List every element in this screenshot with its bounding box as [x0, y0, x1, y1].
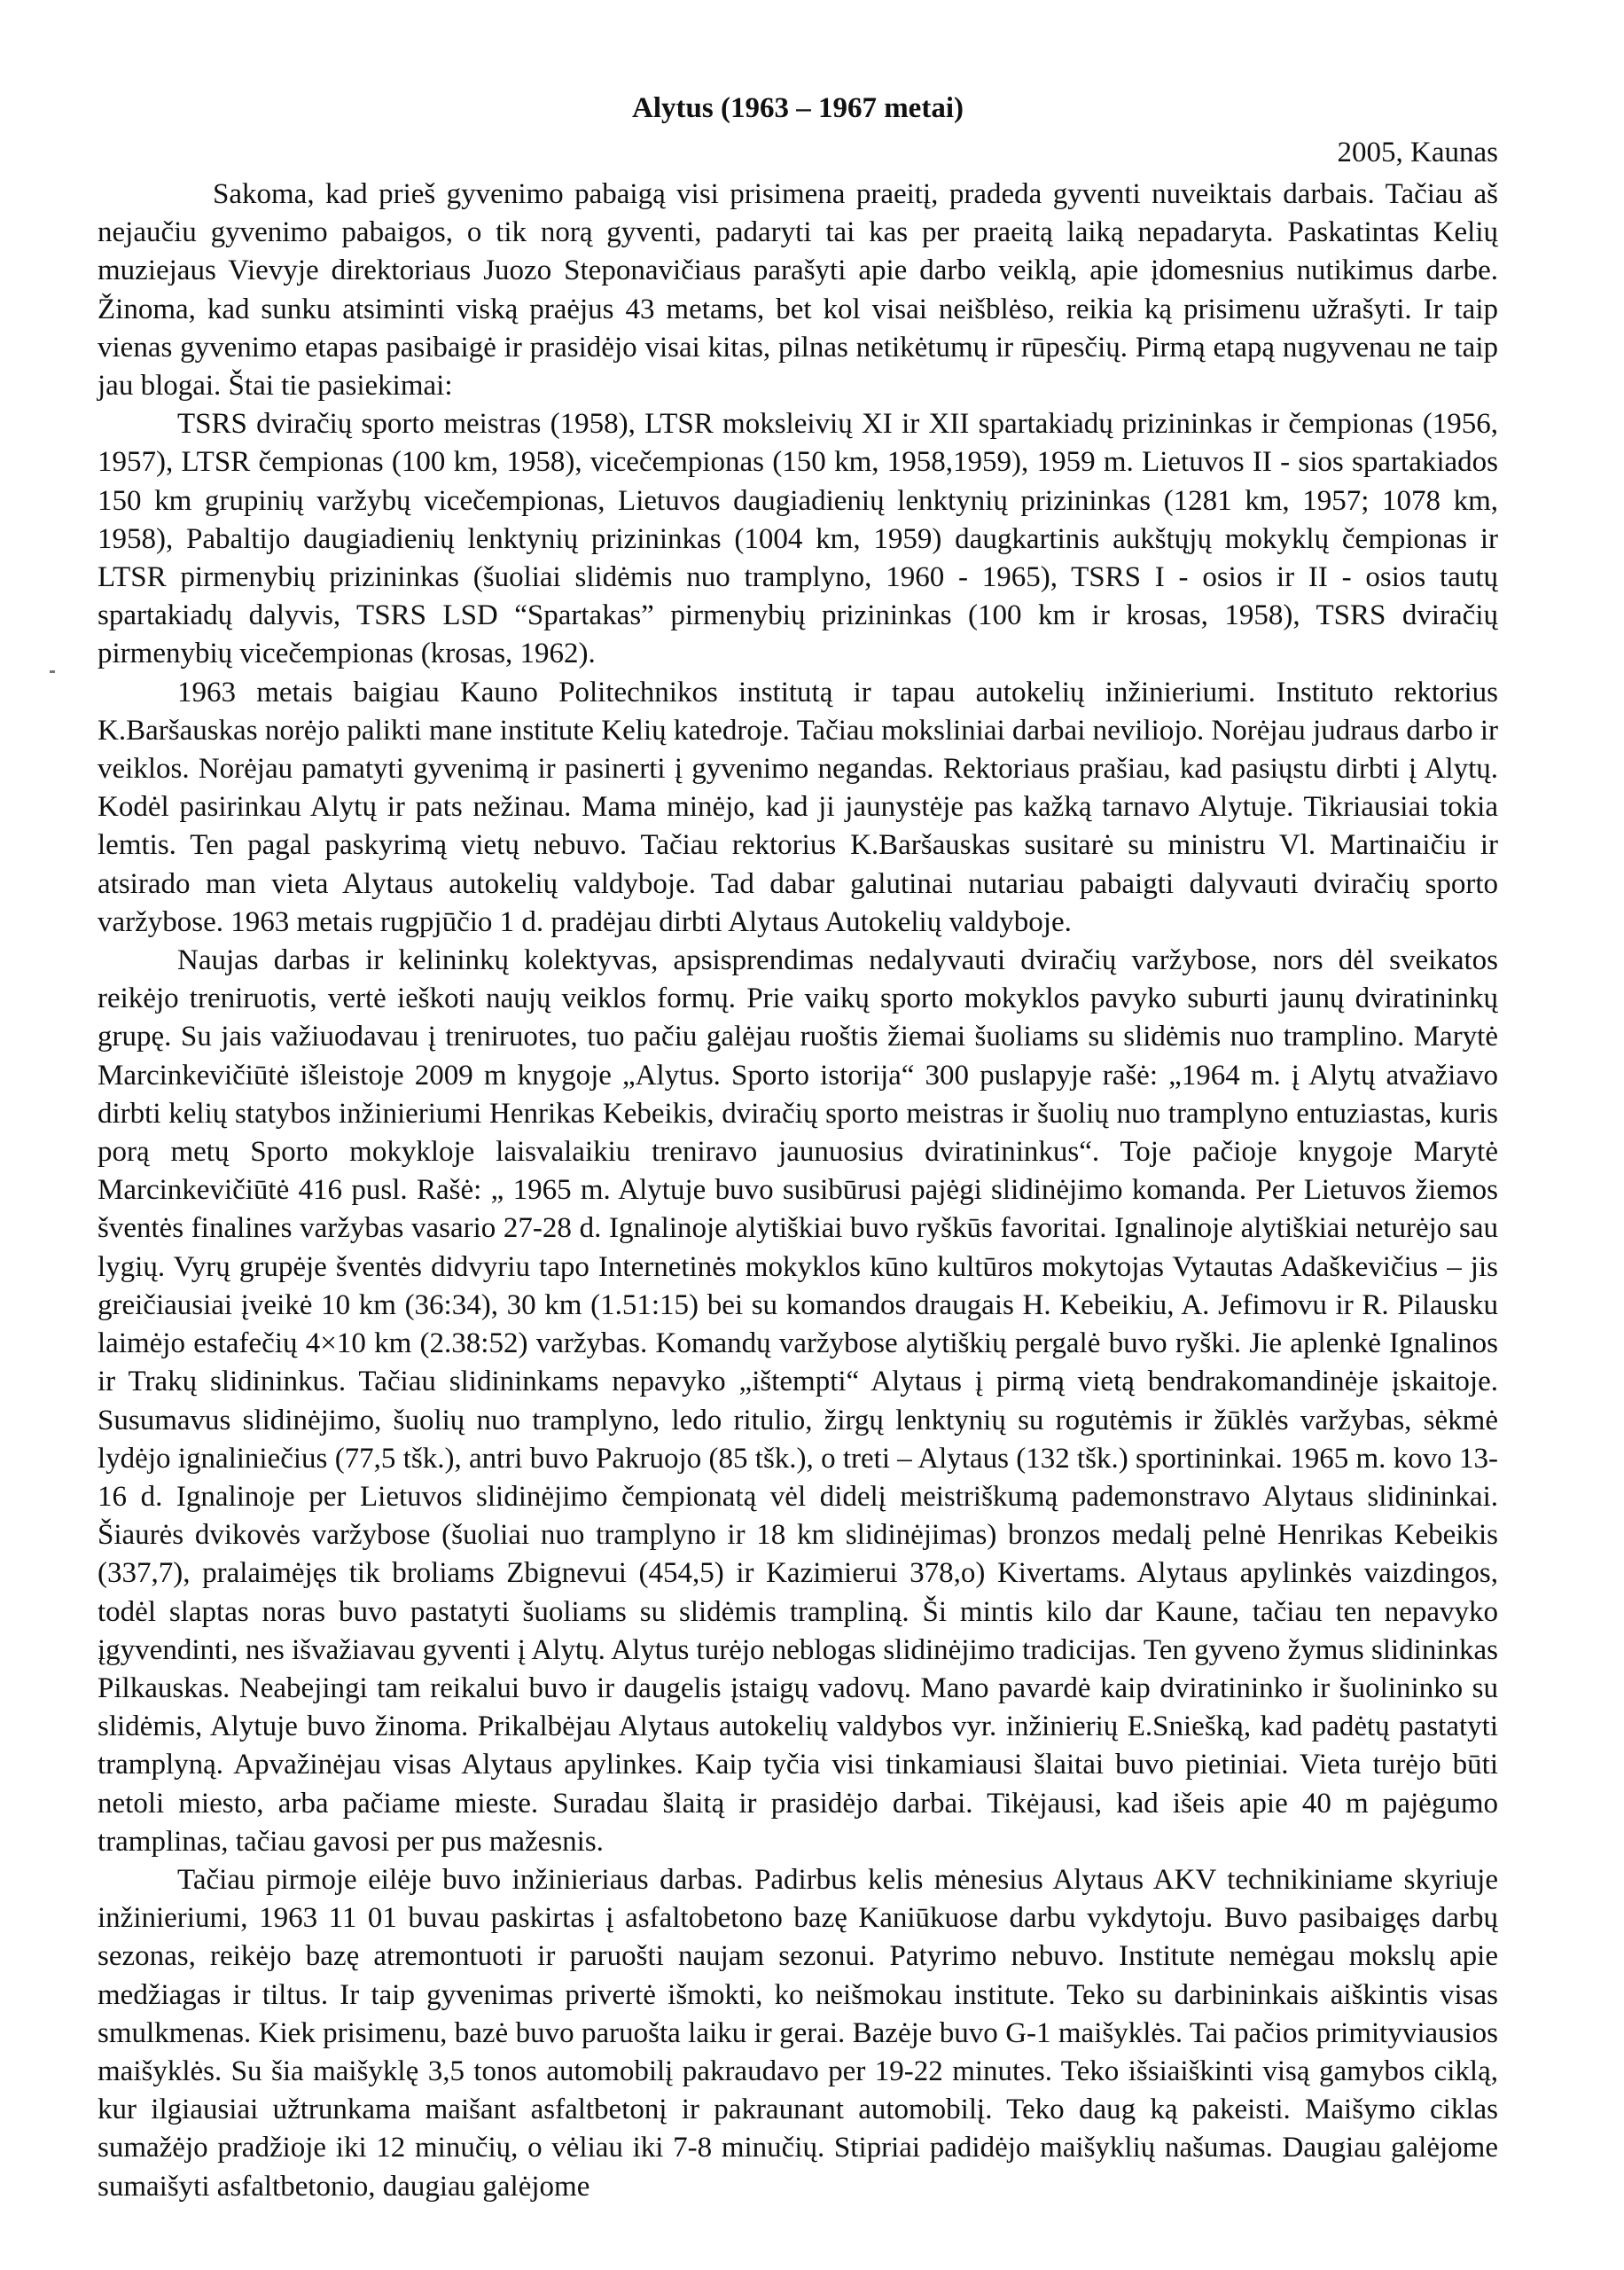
- paragraph-5: Tačiau pirmoje eilėje buvo inžinieriaus darbas. Padirbus kelis mėnesius Alytaus AKV technikiniame skyriuje inžinieriumi, 1963 11 01 buvau paskirtas į asfaltobetono bazę Kaniūkuose darbu vykdytoju. Buvo pasibaigęs darbų sezonas, reikėjo bazę atremontuoti ir paruošti naujam sezonui. Patyrimo nebuvo. Institute nemėgau mokslų apie medžiagas ir tiltus. Ir taip gyvenimas privertė išmokti, ko neišmokau institute. Teko su darbininkais aiškintis visas smulkmenas. Kiek prisimenu, bazė buvo paruošta laiku ir gerai. Bazėje buvo G-1 maišyklės. Tai pačios primityviausios maišyklės. Su šia maišyklę 3,5 tonos automobilį pakraudavo per 19-22 minutes. Teko išsiaiškinti visą gamybos ciklą, kur ilgiausiai užtrunkama maišant asfaltbetonį ir pakraunant automobilį. Teko daug ką pakeisti. Maišymo ciklas sumažėjo pradžioje iki 12 minučių, o vėliau iki 7-8 minučių. Stipriai padidėjo maišyklių našumas. Daugiau galėjome sumaišyti asfaltbetonio, daugiau galėjome: [98, 1863, 1498, 2203]
- margin-mark: [50, 670, 55, 673]
- paragraph-1: Sakoma, kad prieš gyvenimo pabaigą visi prisimena praeitį, pradeda gyventi nuveiktais darbais. Tačiau aš nejaučiu gyvenimo pabaigos, o tik norą gyventi, padaryti tai kas per praeitą laiką nepadaryta. Paskatintas Kelių muziejaus Vievyje direktoriaus Juozo Steponavičiaus parašyti apie darbo veiklą, apie įdomesnius nutikimus darbe. Žinoma, kad sunku atsiminti viską praėjus 43 metams, bet kol visai neišblėso, reikia ką prisimenu užrašyti. Ir taip vienas gyvenimo etapas pasibaigė ir prasidėjo visai kitas, pilnas netikėtumų ir rūpesčių. Pirmą etapą nugyvenau ne taip jau blogai. Štai tie pasiekimai:: [98, 178, 1498, 403]
- paragraph-3: 1963 metais baigiau Kauno Politechnikos institutą ir tapau autokelių inžinieriumi. Instituto rektorius K.Baršauskas norėjo palikti mane institute Kelių katedroje. Tačiau moksliniai darbai neviliojo. Norėjau judraus darbo ir veiklos. Norėjau pamatyti gyvenimą ir pasinerti į gyvenimo negandas. Rektoriaus prašiau, kad pasiųstu dirbti į Alytų. Kodėl pasirinkau Alytų ir pats nežinau. Mama minėjo, kad ji jaunystėje pas kažką tarnavo Alytuje. Tikriausiai tokia lemtis. Ten pagal paskyrimą vietų nebuvo. Tačiau rektorius K.Baršauskas susitarė su ministru Vl. Martinaičiu ir atsirado man vieta Alytaus autokelių valdyboje. Tad dabar galutinai nutariau pabaigti dalyvauti dviračių sporto varžybose. 1963 metais rugpjūčio 1 d. pradėjau dirbti Alytaus Autokelių valdyboje.: [98, 676, 1498, 938]
- paragraph-4: Naujas darbas ir kelininkų kolektyvas, apsisprendimas nedalyvauti dviračių varžybose, nors dėl sveikatos reikėjo treniruotis, vertė ieškoti naujų veiklos formų. Prie vaikų sporto mokyklos pavyko suburti jaunų dviratininkų grupę. Su jais važiuodavau į treniruotes, tuo pačiu galėjau ruoštis žiemai šuoliams su slidėmis nuo tramplino. Marytė Marcinkevičiūtė išleistoje 2009 m knygoje „Alytus. Sporto istorija“ 300 puslapyje rašė: „1964 m. į Alytų atvažiavo dirbti kelių statybos inžinieriumi Henrikas Kebeikis, dviračių sporto meistras ir šuolių nuo tramplyno entuziastas, kuris porą metų Sporto mokykloje laisvalaikiu treniravo jaunuosius dviratininkus“. Toje pačioje knygoje Marytė Marcinkevičiūtė 416 pusl. Rašė: „ 1965 m. Alytuje buvo susibūrusi pajėgi slidinėjimo komanda. Per Lietuvos žiemos šventės finalines varžybas vasario 27-28 d. Ignalinoje alytiškiai buvo ryškūs favoritai. Ignalinoje alytiškiai neturėjo sau lygių. Vyrų grupėje šventės didvyriu tapo Internetinės mokyklos kūno kultūros mokytojas Vytautas Adaškevičius – jis greičiausiai įveikė 10 km (36:34), 30 km (1.51:15) bei su komandos draugais H. Kebeikiu, A. Jefimovu ir R. Pilausku laimėjo estafečių 4×10 km (2.38:52) varžybas. Komandų varžybose alytiškių pergalė buvo ryški. Jie aplenkė Ignalinos ir Trakų slidininkus. Tačiau slidininkams nepavyko „ištempti“ Alytaus į pirmą vietą bendrakomandinėje įskaitoje. Susumavus slidinėjimo, šuolių nuo tramplyno, ledo ritulio, žirgų lenktynių su rogutėmis ir žūklės varžybas, sėkmė lydėjo ignaliniečius (77,5 tšk.), antri buvo Pakruojo (85 tšk.), o treti – Alytaus (132 tšk.) sportininkai. 1965 m. kovo 13-16 d. Ignalinoje per Lietuvos slidinėjimo čempionatą vėl didelį meistriškumą pademonstravo Alytaus slidininkai. Šiaurės dvikovės varžybose (šuoliai nuo tramplyno ir 18 km slidinėjimas) bronzos medalį pelnė Henrikas Kebeikis (337,7), pralaimėjęs tik broliams Zbignevui (454,5) ir Kazimierui 378,o) Kivertams. Alytaus apylinkės vaizdingos, todėl slaptas noras buvo pastatyti šuoliams su slidėmis trampliną. Ši mintis kilo dar Kaune, tačiau ten nepavyko įgyvendinti, nes išvažiavau gyventi į Alytų. Alytus turėjo neblogas slidinėjimo tradicijas. Ten gyveno žymus slidininkas Pilkauskas. Neabejingi tam reikalui buvo ir daugelis įstaigų vadovų. Mano pavardė kaip dviratininko ir šuolininko su slidėmis, Alytuje buvo žinoma. Prikalbėjau Alytaus autokelių valdybos vyr. inžinierių E.Sniešką, kad padėtų pastatyti tramplyną. Apvažinėjau visas Alytaus apylinkes. Kaip tyčia visi tinkamiausi šlaitai buvo pietiniai. Vieta turėjo būti netoli miesto, arba pačiame mieste. Suradau šlaitą ir prasidėjo darbai. Tikėjausi, kad išeis apie 40 m pajėgumo tramplinas, tačiau gavosi per pus mažesnis.: [98, 944, 1498, 1858]
- document-page: [98, 89, 1498, 2252]
- dateline: 2005, Kaunas: [1337, 137, 1498, 168]
- document-title: Alytus (1963 – 1967 metai): [632, 92, 964, 124]
- paragraph-2: TSRS dviračių sporto meistras (1958), LTSR moksleivių XI ir XII spartakiadų prizininkas ir čempionas (1956, 1957), LTSR čempionas (100 km, 1958), vicečempionas (150 km, 1958,1959), 1959 m. Lietuvos II - sios spartakiados 150 km grupinių varžybų vicečempionas, Lietuvos daugiadienių lenktynių prizininkas (1281 km, 1957; 1078 km, 1958), Pabaltijo daugiadienių lenktynių prizininkas (1004 km, 1959) daugkartinis aukštųjų mokyklų čempionas ir LTSR pirmenybių prizininkas (šuoliai slidėmis nuo tramplyno, 1960 - 1965), TSRS I - osios ir II - osios tautų spartakiadų dalyvis, TSRS LSD “Spartakas” pirmenybių prizininkas (100 km ir krosas, 1958), TSRS dviračių pirmenybių vicečempionas (krosas, 1962).: [98, 408, 1498, 670]
